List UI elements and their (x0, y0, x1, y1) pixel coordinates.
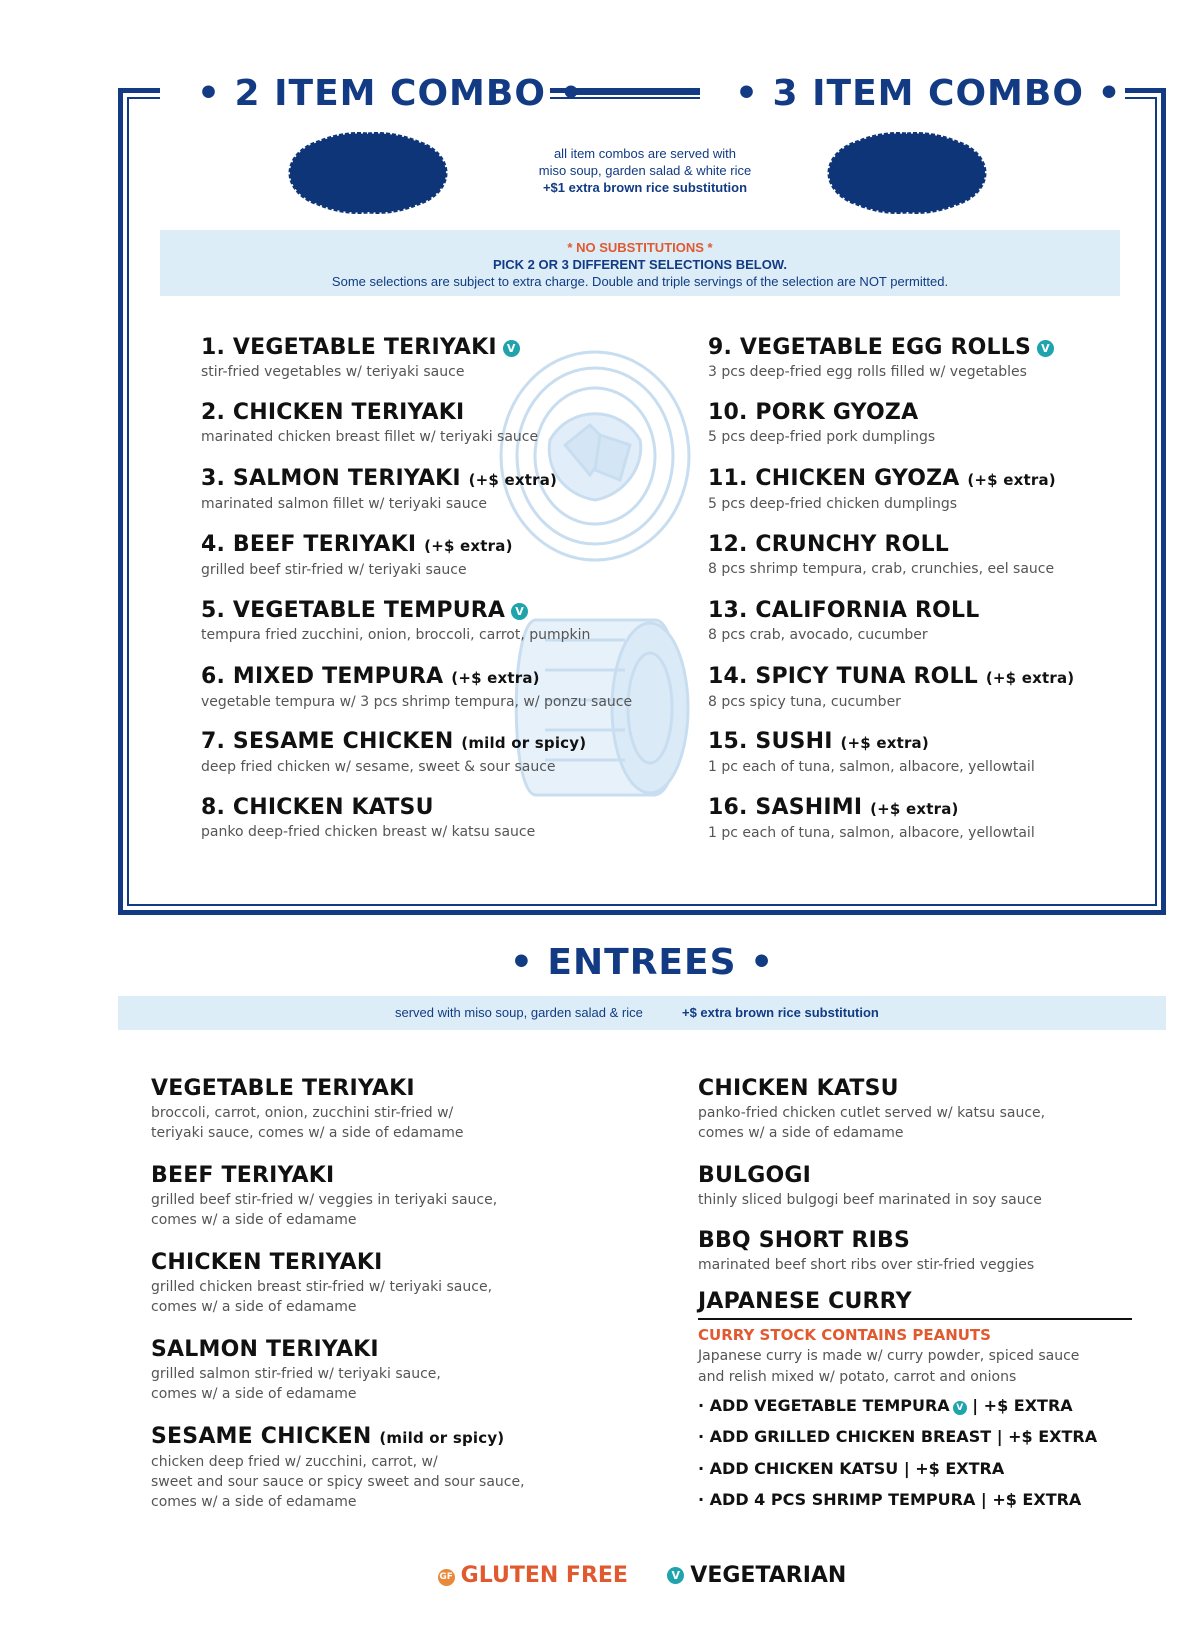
combo-item-8 (201, 794, 535, 842)
addon-price: | +$ EXTRA (972, 1396, 1073, 1415)
vegetarian-icon: V (667, 1567, 684, 1584)
curry-addon-shrimp-tempura (698, 1490, 1081, 1509)
two-item-price-badge (286, 130, 450, 216)
entree-name: BBQ SHORT RIBS (698, 1228, 911, 1253)
combo-item-desc: 3 pcs deep-fried egg rolls filled w/ vegetables (708, 364, 1027, 380)
vegetarian-icon: V (953, 1401, 967, 1415)
combo-item-desc: 8 pcs spicy tuna, cucumber (708, 694, 901, 710)
combo-item-name: 15. SUSHI (708, 729, 833, 754)
entree-sesame-chicken (151, 1423, 525, 1512)
combo-item-7 (201, 728, 586, 777)
sushi-roll-illustration (495, 345, 695, 567)
combo-item-16 (708, 794, 1035, 843)
addon-label: · ADD CHICKEN KATSU (698, 1459, 899, 1478)
entree-name: SALMON TERIYAKI (151, 1337, 379, 1362)
combo-item-name: 6. MIXED TEMPURA (201, 664, 444, 689)
entree-salmon-teriyaki (151, 1336, 441, 1404)
curry-addon-grilled-chicken (698, 1427, 1097, 1446)
extra-charge-label: (+$ extra) (985, 669, 1075, 687)
combo-item-name: 16. SASHIMI (708, 795, 863, 820)
entree-vegetable-teriyaki (151, 1075, 464, 1143)
entree-desc: panko-fried chicken cutlet served w/ katsu sauce, comes w/ a side of edamame (698, 1105, 1046, 1141)
extra-charge-label: (+$ extra) (424, 537, 513, 555)
combo-item-12 (708, 531, 1054, 579)
combo-item-15 (708, 728, 1035, 777)
extra-charge-label: (+$ extra) (870, 800, 959, 818)
combo-item-desc: 8 pcs crab, avocado, cucumber (708, 627, 928, 643)
entree-beef-teriyaki (151, 1162, 497, 1230)
combo-rules-box (160, 230, 1120, 296)
entree-desc: broccoli, carrot, onion, zucchini stir-fried w/ teriyaki sauce, comes w/ a side of edamame (151, 1105, 464, 1141)
combo-item-10 (708, 399, 935, 447)
entree-desc: grilled chicken breast stir-fried w/ teriyaki sauce, comes w/ a side of edamame (151, 1279, 493, 1315)
gluten-free-label: GLUTEN FREE (460, 1563, 628, 1588)
combo-item-desc: vegetable tempura w/ 3 pcs shrimp tempura, w/ ponzu sauce (201, 694, 633, 710)
combo-item-desc: 1 pc each of tuna, salmon, albacore, yellowtail (708, 759, 1035, 775)
entree-bulgogi (698, 1162, 1042, 1210)
pick-selections-notice: PICK 2 OR 3 DIFFERENT SELECTIONS BELOW. (493, 257, 787, 272)
curry-addon-chicken-katsu (698, 1459, 1004, 1478)
entree-desc: chicken deep fried w/ zucchini, carrot, w/ sweet and sour sauce or spicy sweet and sour sauce, comes w/ a side of edamame (151, 1454, 525, 1510)
entree-name: VEGETABLE TERIYAKI (151, 1076, 415, 1101)
no-substitutions-notice: * NO SUBSTITUTIONS * (567, 240, 713, 255)
addon-label: · ADD GRILLED CHICKEN BREAST (698, 1427, 992, 1446)
combo-item-6 (201, 663, 632, 712)
extra-charge-label: (+$ extra) (840, 734, 929, 752)
combo-item-14 (708, 663, 1074, 712)
entree-name: BEEF TERIYAKI (151, 1163, 335, 1188)
title-divider-rule (572, 88, 700, 95)
combo-item-1 (201, 334, 520, 382)
combo-item-desc: grilled beef stir-fried w/ teriyaki sauce (201, 562, 467, 578)
extra-charge-label: (+$ extra) (451, 669, 540, 687)
combo-item-name: 5. VEGETABLE TEMPURA (201, 598, 506, 623)
entrees-served-text: served with miso soup, garden salad & rice (395, 1005, 643, 1020)
addon-price: | +$ EXTRA (980, 1490, 1082, 1509)
combo-item-desc: deep fried chicken w/ sesame, sweet & sour sauce (201, 759, 556, 775)
combo-item-desc: marinated salmon fillet w/ teriyaki sauce (201, 496, 487, 512)
addon-price: | +$ EXTRA (996, 1427, 1098, 1446)
spice-option-label: (mild or spicy) (461, 734, 587, 752)
combo-item-name: 12. CRUNCHY ROLL (708, 532, 950, 557)
peanut-warning: CURRY STOCK CONTAINS PEANUTS (698, 1326, 991, 1344)
entree-chicken-katsu (698, 1075, 1045, 1143)
served-note-line-2: miso soup, garden salad & white rice (538, 163, 752, 178)
combo-item-11 (708, 465, 1056, 514)
dietary-legend (0, 1563, 1200, 1588)
entree-bbq-short-ribs (698, 1227, 1034, 1275)
served-note-line-1: all item combos are served with (553, 146, 737, 161)
combo-item-4 (201, 531, 513, 580)
vegetarian-icon: V (503, 340, 520, 357)
entree-desc: thinly sliced bulgogi beef marinated in soy sauce (698, 1192, 1042, 1208)
brown-rice-note: +$1 extra brown rice substitution (542, 180, 748, 195)
combo-item-9 (708, 334, 1054, 382)
entrees-title: • ENTREES • (509, 942, 775, 983)
extra-charge-label: (+$ extra) (468, 471, 558, 489)
spice-option-label: (mild or spicy) (379, 1429, 505, 1447)
entrees-served-bar (118, 996, 1166, 1030)
extra-charge-notice: Some selections are subject to extra charge. Double and triple servings of the selection are NOT permitted. (331, 274, 949, 289)
curry-description: Japanese curry is made w/ curry powder, spiced sauce and relish mixed w/ potato, carrot and onions (698, 1348, 1080, 1385)
combo-item-name: 3. SALMON TERIYAKI (201, 466, 461, 491)
combo-item-name: 2. CHICKEN TERIYAKI (201, 400, 465, 425)
entree-name: JAPANESE CURRY (698, 1289, 912, 1314)
entrees-brown-rice-text: +$ extra brown rice substitution (682, 1005, 879, 1020)
combo-item-13 (708, 597, 979, 645)
addon-price: | +$ EXTRA (903, 1459, 1005, 1478)
combo-item-name: 1. VEGETABLE TERIYAKI (201, 335, 497, 360)
entree-japanese-curry (698, 1288, 912, 1316)
entree-name: CHICKEN TERIYAKI (151, 1250, 383, 1275)
entree-name: SESAME CHICKEN (151, 1424, 372, 1449)
combo-item-desc: 1 pc each of tuna, salmon, albacore, yellowtail (708, 825, 1035, 841)
combo-item-desc: 5 pcs deep-fried pork dumplings (708, 429, 936, 445)
curry-addon-vegetable-tempura (698, 1396, 1073, 1415)
vegetarian-label: VEGETARIAN (690, 1563, 847, 1588)
three-item-price-badge (825, 130, 989, 216)
combo-item-name: 11. CHICKEN GYOZA (708, 466, 960, 491)
combo-item-desc: 5 pcs deep-fried chicken dumplings (708, 496, 958, 512)
vegetarian-icon: V (1037, 340, 1054, 357)
combo-item-desc: stir-fried vegetables w/ teriyaki sauce (201, 364, 465, 380)
combo-item-desc: marinated chicken breast fillet w/ teriyaki sauce (201, 429, 539, 445)
addon-label: · ADD 4 PCS SHRIMP TEMPURA (698, 1490, 976, 1509)
combo-item-name: 14. SPICY TUNA ROLL (708, 664, 978, 689)
addon-label: · ADD VEGETABLE TEMPURA (698, 1396, 950, 1415)
gluten-free-icon: GF (438, 1569, 455, 1586)
two-item-combo-title: • 2 ITEM COMBO • (197, 73, 584, 114)
extra-charge-label: (+$ extra) (967, 471, 1056, 489)
combo-item-3 (201, 465, 557, 514)
combo-item-name: 4. BEEF TERIYAKI (201, 532, 417, 557)
entree-desc: grilled salmon stir-fried w/ teriyaki sauce, comes w/ a side of edamame (151, 1366, 441, 1402)
vegetarian-icon: V (511, 603, 528, 620)
combo-served-note (500, 145, 790, 196)
combo-item-desc: panko deep-fried chicken breast w/ katsu sauce (201, 824, 536, 840)
entree-desc: grilled beef stir-fried w/ veggies in teriyaki sauce, comes w/ a side of edamame (151, 1192, 498, 1228)
combo-item-5 (201, 597, 590, 645)
entree-name: BULGOGI (698, 1163, 812, 1188)
combo-item-name: 13. CALIFORNIA ROLL (708, 598, 980, 623)
entree-name: CHICKEN KATSU (698, 1076, 899, 1101)
combo-item-desc: 8 pcs shrimp tempura, crab, crunchies, eel sauce (708, 561, 1055, 577)
combo-item-name: 7. SESAME CHICKEN (201, 729, 454, 754)
combo-item-name: 8. CHICKEN KATSU (201, 795, 434, 820)
combo-item-2 (201, 399, 538, 447)
combo-item-name: 10. PORK GYOZA (708, 400, 919, 425)
three-item-combo-title: • 3 ITEM COMBO • (735, 73, 1122, 114)
entree-chicken-teriyaki (151, 1249, 492, 1317)
entree-desc: marinated beef short ribs over stir-fried veggies (698, 1257, 1035, 1273)
combo-item-name: 9. VEGETABLE EGG ROLLS (708, 335, 1031, 360)
combo-item-desc: tempura fried zucchini, onion, broccoli, carrot, pumpkin (201, 627, 591, 643)
curry-divider (698, 1318, 1132, 1320)
